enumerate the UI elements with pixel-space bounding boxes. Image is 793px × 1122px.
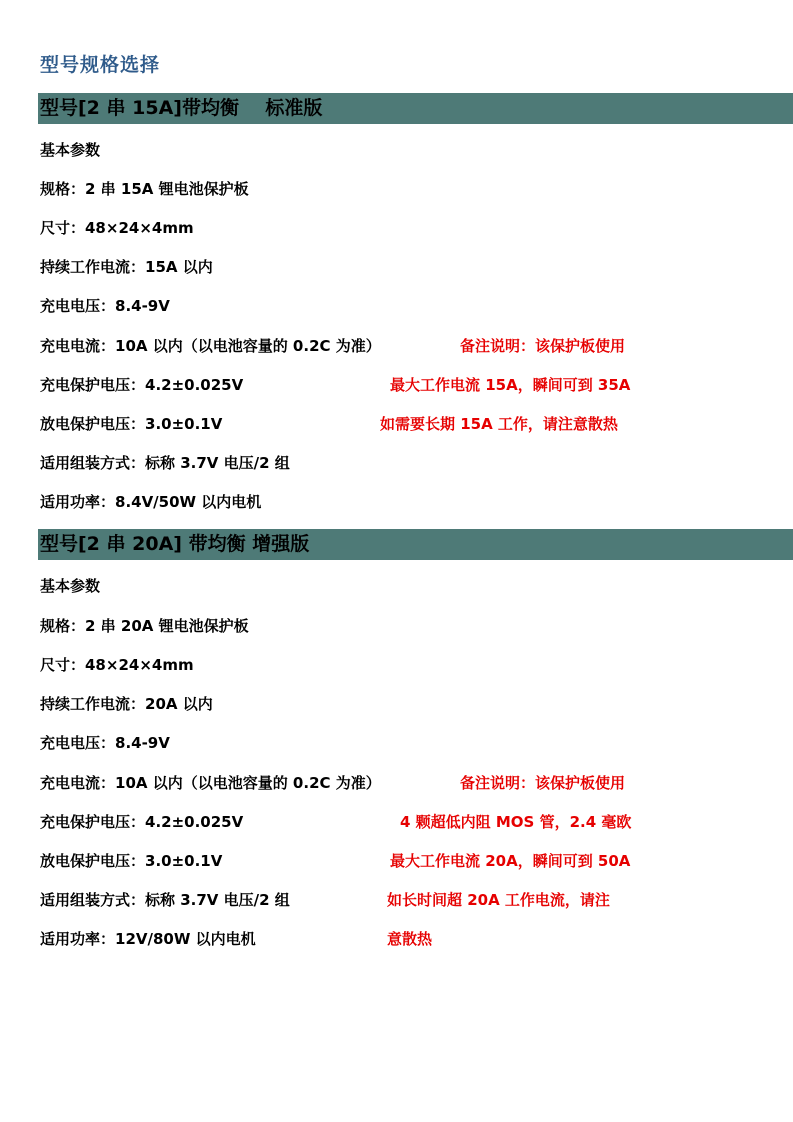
- section-20a-row-power: 适用功率：12V/80W 以内电机: [40, 930, 256, 948]
- section-15a-row-spec: 规格：2 串 15A 锂电池保护板: [40, 180, 249, 198]
- section-15a-row-discharge-protect-voltage: 放电保护电压：3.0±0.1V: [40, 415, 223, 433]
- section-20a-row-continuous-current: 持续工作电流：20A 以内: [40, 695, 213, 713]
- section-20a-row-basic-params: 基本参数: [40, 577, 101, 595]
- section-20a-note-3: 最大工作电流 20A，瞬间可到 50A: [390, 852, 631, 870]
- section-15a-row-assembly: 适用组装方式：标称 3.7V 电压/2 组: [40, 454, 290, 472]
- section-header-15a: 型号[2 串 15A]带均衡 标准版: [38, 93, 793, 124]
- section-20a-row-charge-voltage: 充电电压：8.4-9V: [40, 734, 170, 752]
- section-20a-row-spec: 规格：2 串 20A 锂电池保护板: [40, 617, 249, 635]
- section-15a-row-power: 适用功率：8.4V/50W 以内电机: [40, 493, 262, 511]
- section-15a-row-charge-voltage: 充电电压：8.4-9V: [40, 297, 170, 315]
- section-header-20a: 型号[2 串 20A] 带均衡 增强版: [38, 529, 793, 560]
- section-20a-row-discharge-protect-voltage: 放电保护电压：3.0±0.1V: [40, 852, 223, 870]
- section-20a-row-charge-protect-voltage: 充电保护电压：4.2±0.025V: [40, 813, 244, 831]
- section-20a-note-2: 4 颗超低内阻 MOS 管，2.4 毫欧: [400, 813, 632, 831]
- section-20a-note-5: 意散热: [387, 930, 433, 948]
- section-15a-note-1: 备注说明：该保护板使用: [460, 337, 626, 355]
- section-15a-row-size: 尺寸：48×24×4mm: [40, 219, 194, 237]
- page-title: 型号规格选择: [40, 54, 161, 76]
- section-20a-row-assembly: 适用组装方式：标称 3.7V 电压/2 组: [40, 891, 290, 909]
- section-15a-note-3: 如需要长期 15A 工作，请注意散热: [380, 415, 618, 433]
- section-15a-row-charge-protect-voltage: 充电保护电压：4.2±0.025V: [40, 376, 244, 394]
- section-20a-note-1: 备注说明：该保护板使用: [460, 774, 626, 792]
- section-15a-row-continuous-current: 持续工作电流：15A 以内: [40, 258, 213, 276]
- section-20a-row-size: 尺寸：48×24×4mm: [40, 656, 194, 674]
- section-15a-row-charge-current: 充电电流：10A 以内（以电池容量的 0.2C 为准）: [40, 337, 381, 355]
- section-15a-note-2: 最大工作电流 15A，瞬间可到 35A: [390, 376, 631, 394]
- section-15a-row-basic-params: 基本参数: [40, 141, 101, 159]
- section-20a-note-4: 如长时间超 20A 工作电流，请注: [387, 891, 610, 909]
- section-20a-row-charge-current: 充电电流：10A 以内（以电池容量的 0.2C 为准）: [40, 774, 381, 792]
